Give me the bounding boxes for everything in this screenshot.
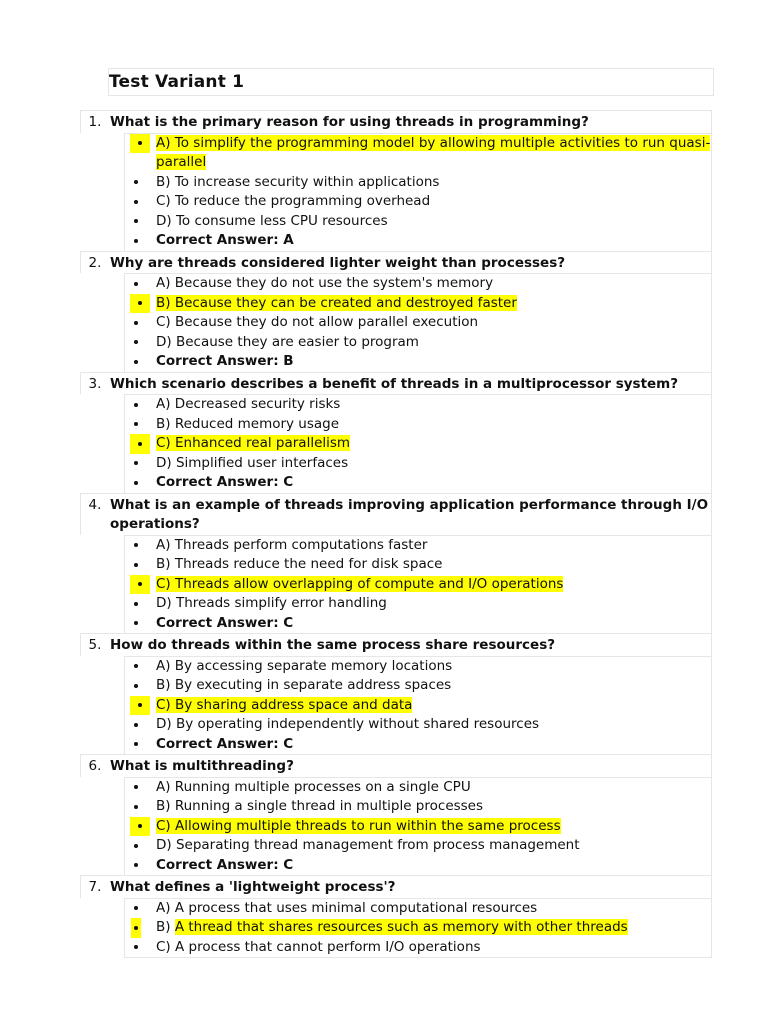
answer-options (124, 133, 712, 251)
option-text: A) Decreased security risks (156, 396, 341, 412)
answer-options (124, 394, 712, 493)
page-title: Test Variant 1 (109, 72, 245, 92)
bullet-icon (131, 938, 141, 958)
option-text: D) By operating independently without shared resources (156, 716, 540, 732)
question-item (0, 372, 768, 493)
bullet-icon (130, 134, 150, 154)
answer-option (125, 836, 711, 856)
question-text: What is the primary reason for using threads in programming? (110, 114, 589, 130)
answer-option (125, 415, 711, 435)
question-list (0, 110, 768, 958)
bullet-icon (131, 536, 141, 556)
answer-option (125, 797, 711, 817)
question-text: Which scenario describes a benefit of threads in a multiprocessor system? (110, 375, 679, 392)
title-box (108, 68, 714, 96)
option-text: D) To consume less CPU resources (156, 212, 388, 229)
bullet-icon (131, 333, 141, 353)
answer-option (125, 274, 711, 294)
bullet-icon (131, 313, 141, 333)
correct-answer-text: Correct Answer: B (156, 353, 294, 369)
answer-option (125, 434, 711, 454)
option-text: A) To simplify the programming model by allowing multiple activities to run quasi-parallel (156, 134, 711, 170)
bullet-icon (130, 696, 150, 716)
question-number: 5. (88, 637, 102, 653)
answer-option (125, 173, 711, 193)
bullet-icon (131, 899, 141, 919)
bullet-icon (131, 231, 141, 251)
bullet-icon (131, 192, 141, 212)
correct-answer-text: Correct Answer: C (156, 856, 294, 873)
answer-option (125, 313, 711, 333)
question-number: 6. (88, 758, 102, 774)
question-row (80, 875, 712, 898)
bullet-icon (131, 918, 141, 938)
question-number: 4. (88, 496, 102, 513)
question-row (80, 251, 712, 274)
bullet-icon (131, 352, 141, 372)
question-number: 3. (88, 375, 102, 392)
correct-answer-text: Correct Answer: C (156, 474, 294, 490)
option-text: D) Simplified user interfaces (156, 454, 349, 471)
bullet-icon (131, 454, 141, 474)
option-prefix: B) (156, 919, 175, 935)
answer-option (125, 536, 711, 556)
answer-options (124, 898, 712, 958)
answer-option (125, 938, 711, 958)
option-text: D) Because they are easier to program (156, 333, 419, 350)
option-text: B) By executing in separate address spaces (156, 677, 452, 693)
bullet-icon (131, 274, 141, 294)
answer-option (125, 715, 711, 735)
answer-options (124, 777, 712, 876)
question-number: 1. (88, 114, 102, 130)
question-text: What defines a 'lightweight process'? (110, 879, 396, 895)
option-text: C) Allowing multiple threads to run within the same process (156, 817, 561, 834)
question-text: What is multithreading? (110, 758, 294, 774)
answer-options (124, 656, 712, 755)
question-number: 7. (88, 879, 102, 895)
question-row (80, 754, 712, 777)
option-text: C) Because they do not allow parallel execution (156, 314, 479, 330)
correct-answer (125, 231, 711, 251)
correct-answer (125, 735, 711, 755)
answer-option (125, 778, 711, 798)
bullet-icon (131, 415, 141, 435)
question-row (80, 493, 712, 535)
bullet-icon (131, 594, 141, 614)
answer-option (125, 212, 711, 232)
option-text: A) Threads perform computations faster (156, 536, 428, 553)
answer-option (125, 696, 711, 716)
bullet-icon (131, 614, 141, 634)
question-row (80, 110, 712, 133)
option-text: C) A process that cannot perform I/O operations (156, 938, 481, 955)
option-text: A) By accessing separate memory locations (156, 657, 453, 674)
answer-option (125, 134, 711, 173)
bullet-icon (131, 473, 141, 493)
bullet-icon (131, 676, 141, 696)
bullet-icon (131, 836, 141, 856)
bullet-icon (130, 817, 150, 837)
option-text: C) By sharing address space and data (156, 696, 413, 713)
question-number: 2. (88, 254, 102, 271)
bullet-icon (130, 575, 150, 595)
bullet-icon (131, 555, 141, 575)
option-text: A) Running multiple processes on a single CPU (156, 778, 471, 795)
bullet-icon (130, 434, 150, 454)
answer-option (125, 294, 711, 314)
question-row (80, 633, 712, 656)
option-highlighted-text: A thread that shares resources such as memory with other threads (174, 919, 628, 935)
correct-answer (125, 614, 711, 634)
option-text: C) Threads allow overlapping of compute and I/O operations (156, 575, 564, 592)
bullet-icon (130, 294, 150, 314)
correct-answer (125, 352, 711, 372)
answer-option (125, 192, 711, 212)
question-text: Why are threads considered lighter weight than processes? (110, 254, 566, 271)
option-text: B) Reduced memory usage (156, 415, 340, 432)
bullet-icon (131, 797, 141, 817)
option-text: B) Because they can be created and destroyed faster (156, 294, 517, 311)
option-text: D) Threads simplify error handling (156, 595, 387, 611)
answer-option (125, 454, 711, 474)
bullet-icon (131, 735, 141, 755)
answer-option (125, 657, 711, 677)
question-item (0, 875, 768, 957)
option-text: C) Enhanced real parallelism (156, 435, 351, 451)
question-text: What is an example of threads improving application performance through I/O operations? (110, 496, 709, 532)
option-text: B) To increase security within applications (156, 173, 440, 190)
bullet-icon (131, 715, 141, 735)
question-item (0, 754, 768, 875)
bullet-icon (131, 173, 141, 193)
option-text: D) Separating thread management from process management (156, 837, 580, 853)
question-item (0, 493, 768, 634)
answer-option (125, 594, 711, 614)
answer-options (124, 273, 712, 372)
answer-option (125, 899, 711, 919)
table-bottom-border (124, 957, 712, 958)
correct-answer (125, 473, 711, 493)
answer-option (125, 918, 711, 938)
correct-answer-text: Correct Answer: C (156, 614, 294, 631)
option-text: A) Because they do not use the system's memory (156, 275, 494, 291)
option-text: B) Running a single thread in multiple processes (156, 798, 484, 814)
answer-option (125, 333, 711, 353)
question-item (0, 110, 768, 251)
bullet-icon (131, 395, 141, 415)
bullet-icon (131, 856, 141, 876)
question-row (80, 372, 712, 395)
answer-option (125, 555, 711, 575)
question-text: How do threads within the same process share resources? (110, 637, 556, 653)
bullet-icon (131, 778, 141, 798)
correct-answer-text: Correct Answer: A (156, 232, 294, 248)
bullet-icon (131, 657, 141, 677)
option-text: B) Threads reduce the need for disk space (156, 556, 443, 572)
option-text: A) A process that uses minimal computational resources (156, 899, 538, 916)
correct-answer-text: Correct Answer: C (156, 735, 294, 752)
answer-option (125, 676, 711, 696)
answer-options (124, 535, 712, 634)
bullet-icon (131, 212, 141, 232)
question-item (0, 251, 768, 372)
option-text (156, 919, 628, 935)
question-item (0, 633, 768, 754)
answer-option (125, 817, 711, 837)
answer-option (125, 395, 711, 415)
answer-option (125, 575, 711, 595)
option-text: C) To reduce the programming overhead (156, 193, 431, 209)
correct-answer (125, 856, 711, 876)
